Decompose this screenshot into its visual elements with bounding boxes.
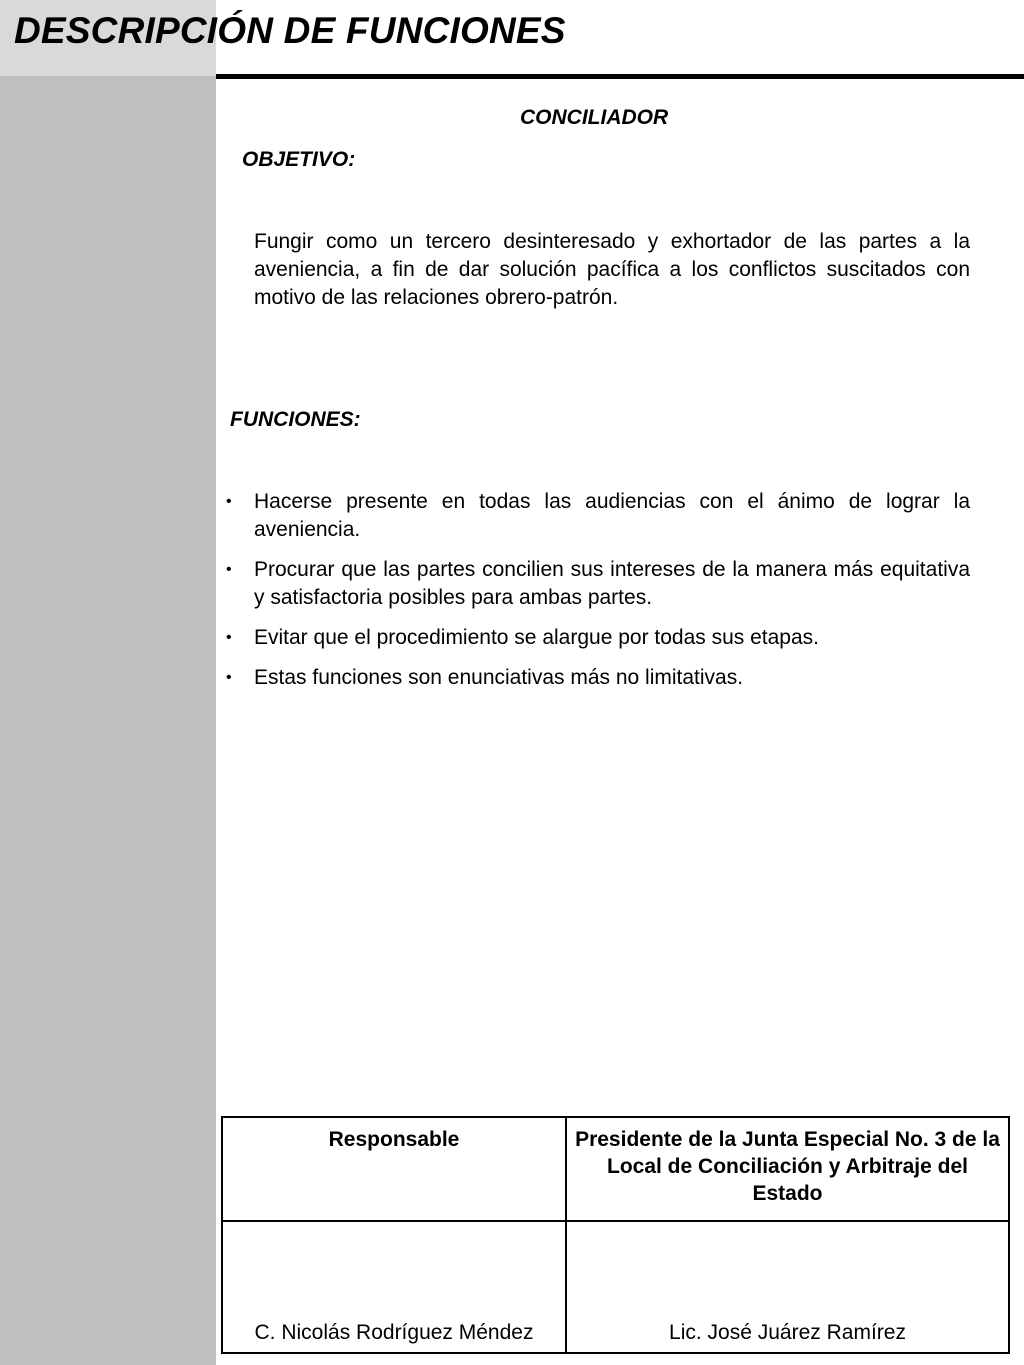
- objective-text: Fungir como un tercero desinteresado y exhortador de las partes a la aveniencia, a fin de dar solución pacífica a los conflictos suscitados con motivo de las relaciones obrero-patrón.: [254, 230, 970, 309]
- list-item: [226, 556, 970, 612]
- function-text: Evitar que el procedimiento se alargue por todas sus etapas.: [254, 626, 820, 649]
- list-item: [226, 624, 970, 652]
- signature-table: [221, 1116, 1010, 1354]
- list-item: [226, 488, 970, 544]
- function-text: Estas funciones son enunciativas más no limitativas.: [254, 666, 744, 689]
- responsible-header: Responsable: [222, 1117, 566, 1221]
- title-divider: [216, 74, 1024, 79]
- president-name: Lic. José Juárez Ramírez: [566, 1221, 1009, 1353]
- position-title: CONCILIADOR: [520, 106, 669, 129]
- page-title: DESCRIPCIÓN DE FUNCIONES: [14, 10, 566, 51]
- functions-label: FUNCIONES:: [230, 408, 361, 431]
- list-item: [226, 664, 970, 692]
- functions-list: [226, 488, 970, 704]
- function-text: Procurar que las partes concilien sus intereses de la manera más equitativa y satisfactoria posibles para ambas partes.: [254, 558, 970, 609]
- function-text: Hacerse presente en todas las audiencias con el ánimo de lograr la aveniencia.: [254, 490, 970, 541]
- objective-label: OBJETIVO:: [242, 148, 356, 171]
- bullet-icon: •: [226, 669, 232, 686]
- responsible-name: C. Nicolás Rodríguez Méndez: [222, 1221, 566, 1353]
- table-row: [222, 1117, 1009, 1221]
- bullet-icon: •: [226, 629, 232, 646]
- table-row: [222, 1221, 1009, 1353]
- president-header: Presidente de la Junta Especial No. 3 de la Local de Conciliación y Arbitraje del Estado: [566, 1117, 1009, 1221]
- bullet-icon: •: [226, 561, 232, 578]
- left-sidebar-band: [0, 0, 216, 1365]
- bullet-icon: •: [226, 493, 232, 510]
